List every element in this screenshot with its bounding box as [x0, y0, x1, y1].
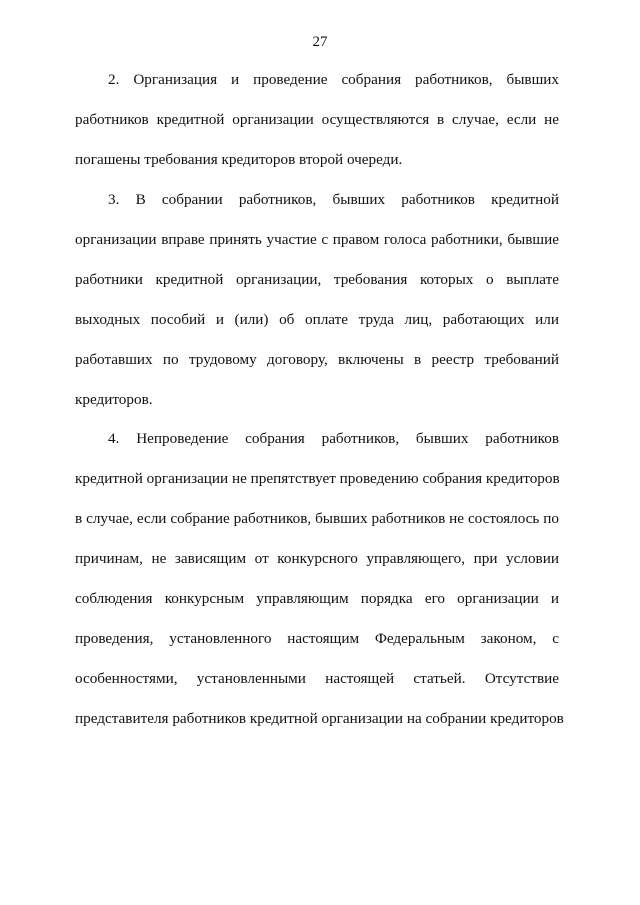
paragraph-2-line: погашены требования кредиторов второй очереди. — [75, 151, 403, 168]
paragraph-2-line: 2. Организация и проведение собрания работников, бывших — [108, 71, 559, 88]
paragraph-4-line: причинам, не зависящим от конкурсного управляющего, при условии — [75, 550, 559, 567]
paragraph-3-line: работники кредитной организации, требования которых о выплате — [75, 271, 559, 288]
paragraph-4-line: 4. Непроведение собрания работников, бывших работников — [108, 430, 559, 447]
paragraph-4-line: соблюдения конкурсным управляющим порядка его организации и — [75, 590, 559, 607]
paragraph-3-line: выходных пособий и (или) об оплате труда лиц, работающих или — [75, 311, 559, 328]
paragraph-4-line: проведения, установленного настоящим Федеральным законом, с — [75, 630, 559, 647]
paragraph-3-line: 3. В собрании работников, бывших работников кредитной — [108, 191, 559, 208]
paragraph-2-line: работников кредитной организации осуществляются в случае, если не — [75, 111, 559, 128]
paragraph-4-line: кредитной организации не препятствует проведению собрания кредиторов — [75, 470, 560, 487]
paragraph-3-line: работавших по трудовому договору, включены в реестр требований — [75, 351, 559, 368]
paragraph-3-line: кредиторов. — [75, 391, 153, 408]
paragraph-3-line: организации вправе принять участие с правом голоса работники, бывшие — [75, 231, 559, 248]
paragraph-4-line: в случае, если собрание работников, бывших работников не состоялось по — [75, 510, 559, 527]
paragraph-4-line: представителя работников кредитной организации на собрании кредиторов — [75, 710, 564, 727]
page-number: 27 — [312, 34, 328, 50]
paragraph-4-line: особенностями, установленными настоящей статьей. Отсутствие — [75, 670, 559, 687]
